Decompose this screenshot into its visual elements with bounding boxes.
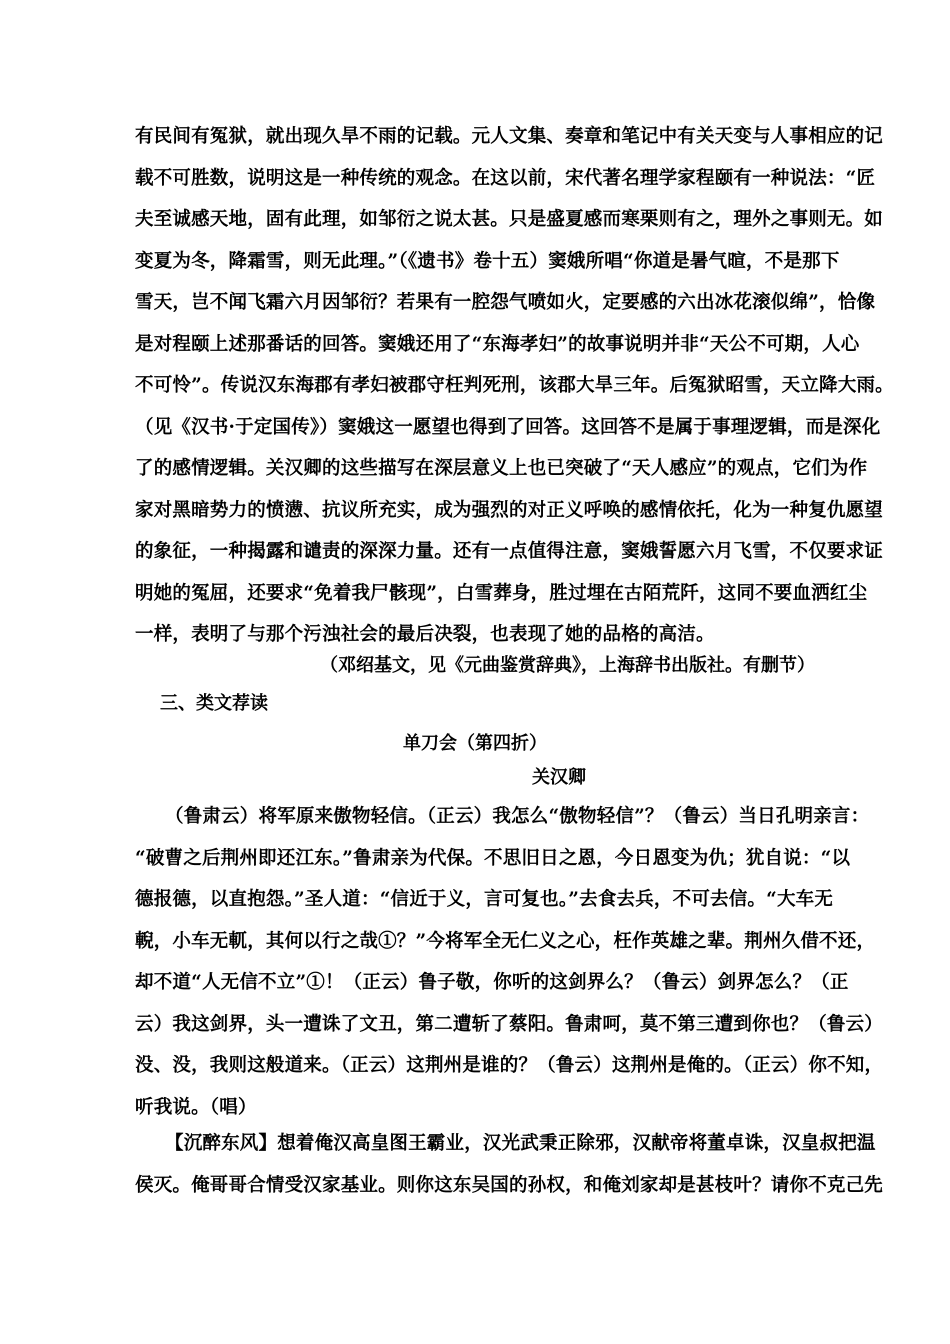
essay-line: （见《汉书·于定国传》）窦娥这一愿望也得到了回答。这回答不是属于事理逻辑，而是深化 xyxy=(135,416,881,438)
play-title: 单刀会（第四折） xyxy=(403,733,547,754)
play-song xyxy=(135,1123,884,1206)
dialogue-line: 輗，小车无軏，其何以行之哉①？”今将军全无仁义之心，枉作英雄之辈。荆州久借不还， xyxy=(135,930,876,952)
essay-line: 有民间有冤狱，就出现久旱不雨的记载。元人文集、奏章和笔记中有关天变与人事相应的记 xyxy=(135,126,884,147)
essay-line: 不可怜”。传说汉东海郡有孝妇被郡守枉判死刑，该郡大旱三年。后冤狱昭雪，天立降大雨。 xyxy=(135,375,894,396)
essay-line: 雪天，岂不闻飞霜六月因邹衍？若果有一腔怨气喷如火，定要感的六出冰花滚似绵”，恰像 xyxy=(135,292,876,313)
song-line: 侯灭。俺哥哥合情受汉家基业。则你这东吴国的孙权，和俺刘家却是甚枝叶？请你不克己先 xyxy=(135,1174,884,1196)
dialogue-line: 德报德，以直抱怨。”圣人道：“信近于义，言可复也。”去食去兵，不可去信。“大车无 xyxy=(135,889,834,910)
dialogue-line: （鲁肃云）将军原来傲物轻信。（正云）我怎么“傲物轻信”？（鲁云）当日孔明亲言： xyxy=(165,806,870,827)
dialogue-line: 没、没，我则这般道来。（正云）这荆州是谁的？（鲁云）这荆州是俺的。（正云）你不知， xyxy=(135,1055,884,1076)
dialogue-line: “破曹之后荆州即还江东。”鲁肃亲为代保。不思旧日之恩，今日恩变为仇；犹自说：“以 xyxy=(135,847,851,869)
essay-line: 一样，表明了与那个污浊社会的最后决裂，也表现了她的品格的高洁。 xyxy=(135,624,715,645)
essay-citation: （邓绍基文，见《元曲鉴赏辞典》，上海辞书出版社。有删节） xyxy=(320,655,815,676)
essay-line: 载不可胜数，说明这是一种传统的观念。在这以前，宋代著名理学家程颐有一种说法：“匠 xyxy=(135,167,876,189)
song-line: 【沉醉东风】想着俺汉高皇图王霸业，汉光武秉正除邪，汉献帝将董卓诛，汉皇叔把温 xyxy=(165,1133,876,1154)
essay-line: 是对程颐上述那番话的回答。窦娥还用了“东海孝妇”的故事说明并非“天公不可期，人心 xyxy=(135,333,860,355)
play-dialogue xyxy=(135,796,884,1128)
section-heading: 三、类文荐读 xyxy=(160,693,268,714)
essay-line: 的象征，一种揭露和谴责的深深力量。还有一点值得注意，窦娥誓愿六月飞雪，不仅要求证 xyxy=(135,541,884,562)
dialogue-line: 听我说。（唱） xyxy=(135,1096,257,1118)
dialogue-line: 云）我这剑界，头一遭诛了文丑，第二遭斩了蔡阳。鲁肃呵，莫不第三遭到你也？（鲁云） xyxy=(135,1013,884,1035)
essay-line: 夫至诚感天地，固有此理，如邹衍之说太甚。只是盛夏感而寒栗则有之，理外之事则无。如 xyxy=(135,209,884,230)
essay-line: 变夏为冬，降霜雪，则无此理。”（《遗书》卷十五）窦娥所唱“你道是暑气暄，不是那下 xyxy=(135,250,840,272)
essay-line: 家对黑暗势力的愤懑、抗议所充实，成为强烈的对正义呼唤的感情依托，化为一种复仇愿望 xyxy=(135,499,884,521)
play-author: 关汉卿 xyxy=(532,767,586,788)
essay-line: 明她的冤屈，还要求“免着我尸骸现”，白雪葬身，胜过埋在古陌荒阡，这同不要血洒红尘 xyxy=(135,582,868,604)
essay-line: 了的感情逻辑。关汉卿的这些描写在深层意义上也已突破了“天人感应”的观点，它们为作 xyxy=(135,458,868,479)
essay-paragraph xyxy=(135,116,894,656)
dialogue-line: 却不道“人无信不立”①！（正云）鲁子敬，你听的这剑界么？（鲁云）剑界怎么？（正 xyxy=(135,972,849,993)
